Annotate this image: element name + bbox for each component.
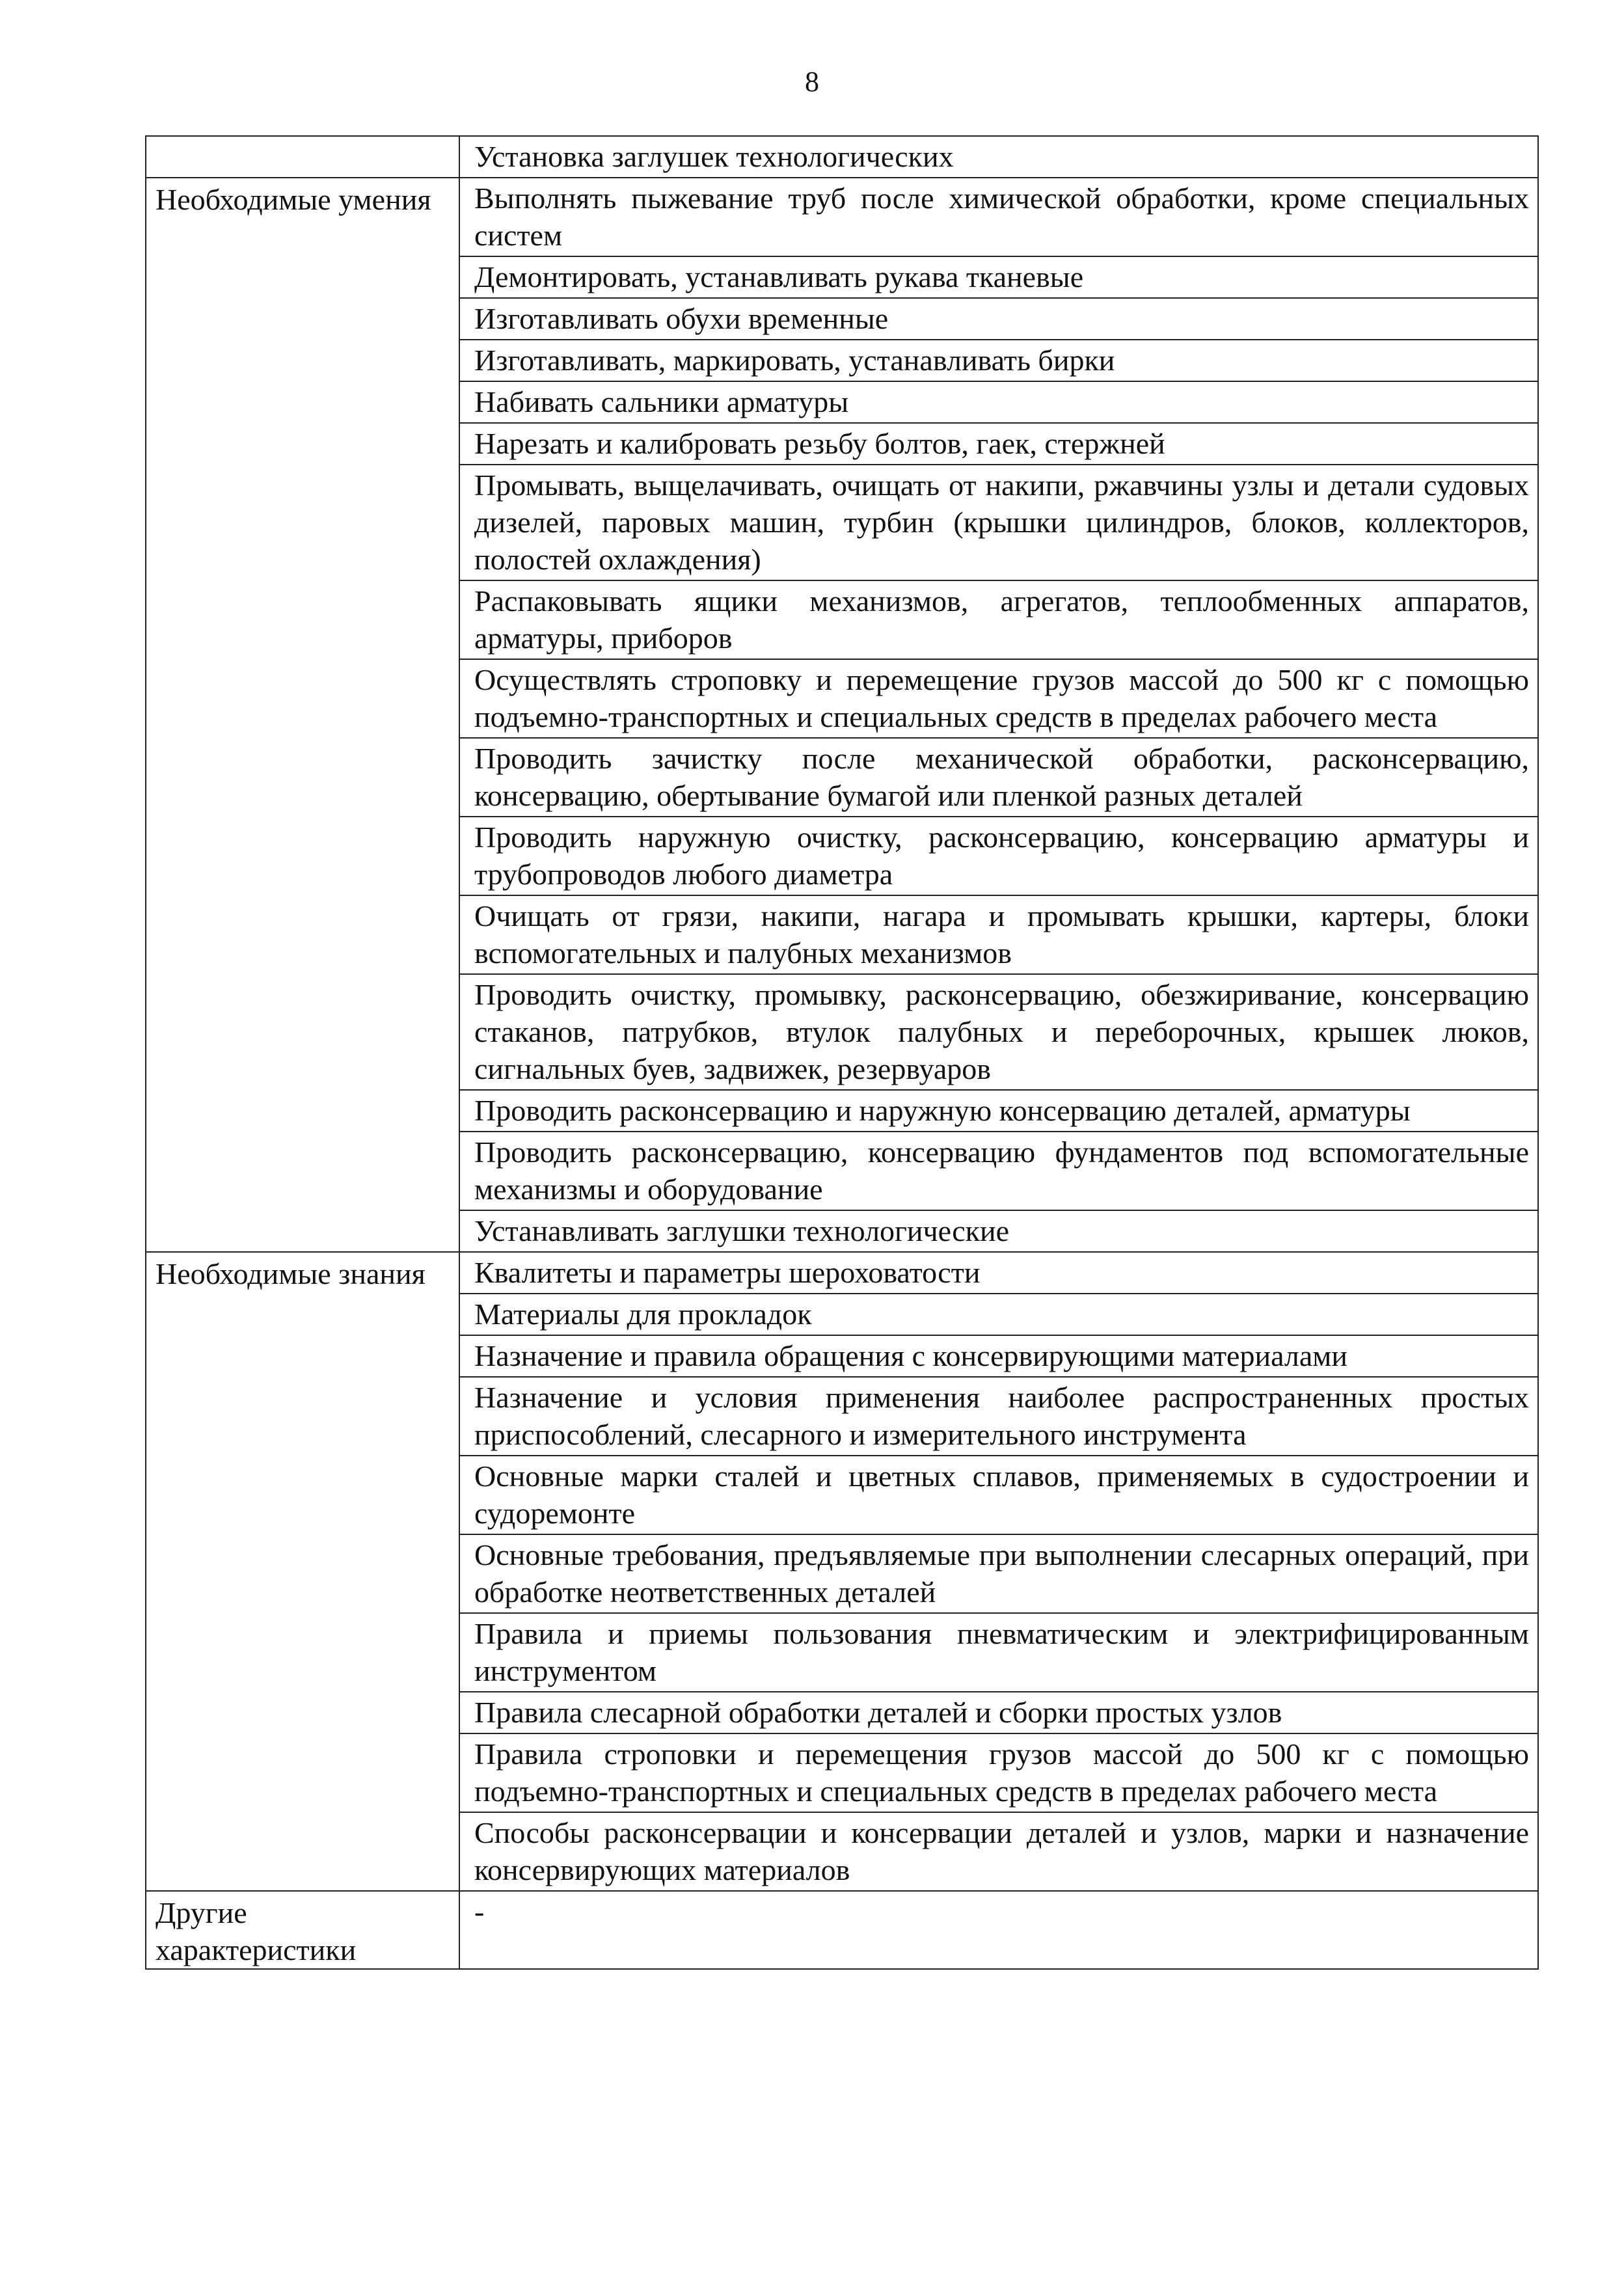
requirement-cell: Проводить расконсервацию, консервацию фундаментов под вспомогательные механизмы и оборудование xyxy=(459,1132,1538,1210)
qualification-table-body xyxy=(146,136,1538,1969)
requirement-cell: Правила слесарной обработки деталей и сборки простых узлов xyxy=(459,1692,1538,1733)
requirement-cell: Демонтировать, устанавливать рукава тканевые xyxy=(459,256,1538,298)
requirement-cell: Проводить зачистку после механической обработки, расконсервацию, консервацию, обертывание бумагой или пленкой разных деталей xyxy=(459,738,1538,817)
section-label-cell: Другие характеристики xyxy=(146,1891,459,1969)
requirement-cell: Основные требования, предъявляемые при выполнении слесарных операций, при обработке неответственных деталей xyxy=(459,1534,1538,1613)
table-row xyxy=(146,1891,1538,1969)
section-label-cell: Необходимые умения xyxy=(146,178,459,1252)
requirement-cell: Установка заглушек технологических xyxy=(459,136,1538,178)
requirement-cell: Устанавливать заглушки технологические xyxy=(459,1210,1538,1252)
requirement-cell: Проводить очистку, промывку, расконсервацию, обезжиривание, консервацию стаканов, патрубков, втулок палубных и переборочных, крышек люков, сигнальных буев, задвижек, резервуаров xyxy=(459,974,1538,1090)
requirement-cell: Правила и приемы пользования пневматическим и электрифицированным инструментом xyxy=(459,1613,1538,1692)
requirement-cell: Проводить наружную очистку, расконсервацию, консервацию арматуры и трубопроводов любого диаметра xyxy=(459,817,1538,895)
requirement-cell: Изготавливать, маркировать, устанавливать бирки xyxy=(459,340,1538,381)
table-row xyxy=(146,178,1538,256)
requirement-cell: Нарезать и калибровать резьбу болтов, гаек, стержней xyxy=(459,423,1538,465)
table-row xyxy=(146,1252,1538,1294)
requirement-cell: Промывать, выщелачивать, очищать от накипи, ржавчины узлы и детали судовых дизелей, паровых машин, турбин (крышки цилиндров, блоков, коллекторов, полостей охлаждения) xyxy=(459,465,1538,580)
requirement-cell: Проводить расконсервацию и наружную консервацию деталей, арматуры xyxy=(459,1090,1538,1132)
requirement-cell: Материалы для прокладок xyxy=(459,1294,1538,1335)
page-number: 8 xyxy=(805,66,819,98)
requirement-cell: Основные марки сталей и цветных сплавов, применяемых в судостроении и судоремонте xyxy=(459,1456,1538,1534)
requirement-cell: Назначение и условия применения наиболее распространенных простых приспособлений, слесарного и измерительного инструмента xyxy=(459,1377,1538,1456)
requirement-cell: Способы расконсервации и консервации деталей и узлов, марки и назначение консервирующих материалов xyxy=(459,1812,1538,1891)
requirement-cell: Очищать от грязи, накипи, нагара и промывать крышки, картеры, блоки вспомогательных и палубных механизмов xyxy=(459,895,1538,974)
requirement-cell: Осуществлять строповку и перемещение грузов массой до 500 кг с помощью подъемно-транспортных и специальных средств в пределах рабочего места xyxy=(459,659,1538,738)
qualification-table xyxy=(145,135,1539,1970)
section-label-cell xyxy=(146,136,459,178)
table-row xyxy=(146,136,1538,178)
requirement-cell: Выполнять пыжевание труб после химической обработки, кроме специальных систем xyxy=(459,178,1538,256)
requirement-cell: Квалитеты и параметры шероховатости xyxy=(459,1252,1538,1294)
requirement-cell: Правила строповки и перемещения грузов массой до 500 кг с помощью подъемно-транспортных и специальных средств в пределах рабочего места xyxy=(459,1733,1538,1812)
section-label-cell: Необходимые знания xyxy=(146,1252,459,1891)
requirement-cell: Набивать сальники арматуры xyxy=(459,381,1538,423)
requirement-cell: - xyxy=(459,1891,1538,1969)
requirement-cell: Распаковывать ящики механизмов, агрегатов, теплообменных аппаратов, арматуры, приборов xyxy=(459,580,1538,659)
requirement-cell: Изготавливать обухи временные xyxy=(459,298,1538,340)
requirement-cell: Назначение и правила обращения с консервирующими материалами xyxy=(459,1335,1538,1377)
